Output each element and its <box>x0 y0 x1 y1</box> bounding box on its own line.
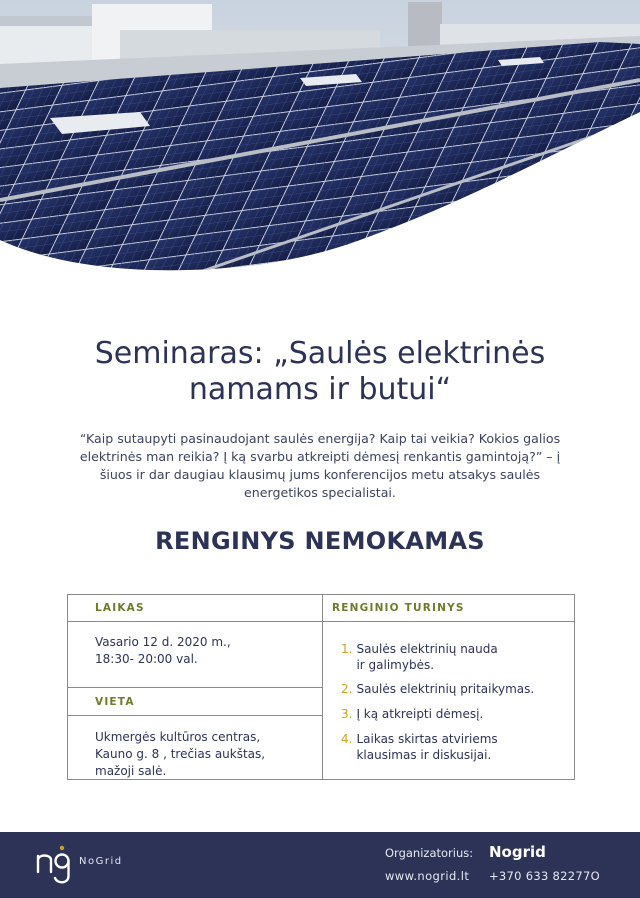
organizer-label: Organizatorius: <box>385 846 474 860</box>
solar-panels-image <box>0 0 640 272</box>
event-info-table <box>67 594 575 780</box>
place-line-1: Ukmergės kultūros centras, <box>95 730 261 744</box>
place-value <box>95 729 265 780</box>
list-item-text: Į ką atkreipti dėmesį. <box>356 707 484 721</box>
list-item-number: 3. <box>341 707 353 721</box>
phone-number[interactable]: +370 633 82277O <box>489 869 600 883</box>
organizer-name: Nogrid <box>489 843 546 861</box>
page-title <box>0 336 640 408</box>
content-list <box>341 641 566 763</box>
list-item <box>341 641 506 673</box>
place-line-2: Kauno g. 8 , trečias aukštas, <box>95 747 266 761</box>
list-item-number: 2. <box>341 682 353 696</box>
title-line-2: namams ir butui“ <box>188 372 452 407</box>
table-divider <box>68 715 322 716</box>
table-divider <box>323 621 575 622</box>
list-item-text: Saulės elektrinių nauda ir galimybės. <box>356 642 498 672</box>
table-divider-vertical <box>322 595 323 779</box>
place-label: VIETA <box>95 696 135 708</box>
table-divider <box>68 687 322 688</box>
content-label: RENGINIO TURINYS <box>332 602 465 614</box>
hero-solar-photo <box>0 0 640 272</box>
list-item <box>341 731 511 763</box>
table-divider <box>68 621 322 622</box>
website-link[interactable]: www.nogrid.lt <box>385 869 470 883</box>
title-line-1: Seminaras: „Saulės elektrinės <box>94 336 546 371</box>
intro-text: “Kaip sutaupyti pasinaudojant saulės energija? Kaip tai veikia? Kokios galios elektrinės man reikia? Į ką svarbu atkreipti dėmesį renkantis gamintoją?” – į šiuos ir dar daugiau klausimų jums konferencijos metu atsakys saulės energetikos specialistai. <box>79 431 561 500</box>
list-item <box>341 681 566 697</box>
time-line-2: 18:30- 20:00 val. <box>95 652 198 666</box>
footer <box>0 832 640 898</box>
time-line-1: Vasario 12 d. 2020 m., <box>95 635 231 649</box>
nogrid-logo-icon <box>35 842 75 888</box>
place-line-3: mažoji salė. <box>95 764 167 778</box>
time-label: LAIKAS <box>95 602 145 614</box>
time-value <box>95 634 231 668</box>
list-item-text: Saulės elektrinių pritaikymas. <box>356 682 535 696</box>
list-item-number: 4. <box>341 732 353 746</box>
list-item-text: Laikas skirtas atviriems klausimas ir diskusijai. <box>356 732 498 762</box>
list-item-number: 1. <box>341 642 353 656</box>
free-event-heading: RENGINYS NEMOKAMAS <box>155 527 485 555</box>
list-item <box>341 706 566 722</box>
logo-text: NoGrid <box>79 856 123 867</box>
